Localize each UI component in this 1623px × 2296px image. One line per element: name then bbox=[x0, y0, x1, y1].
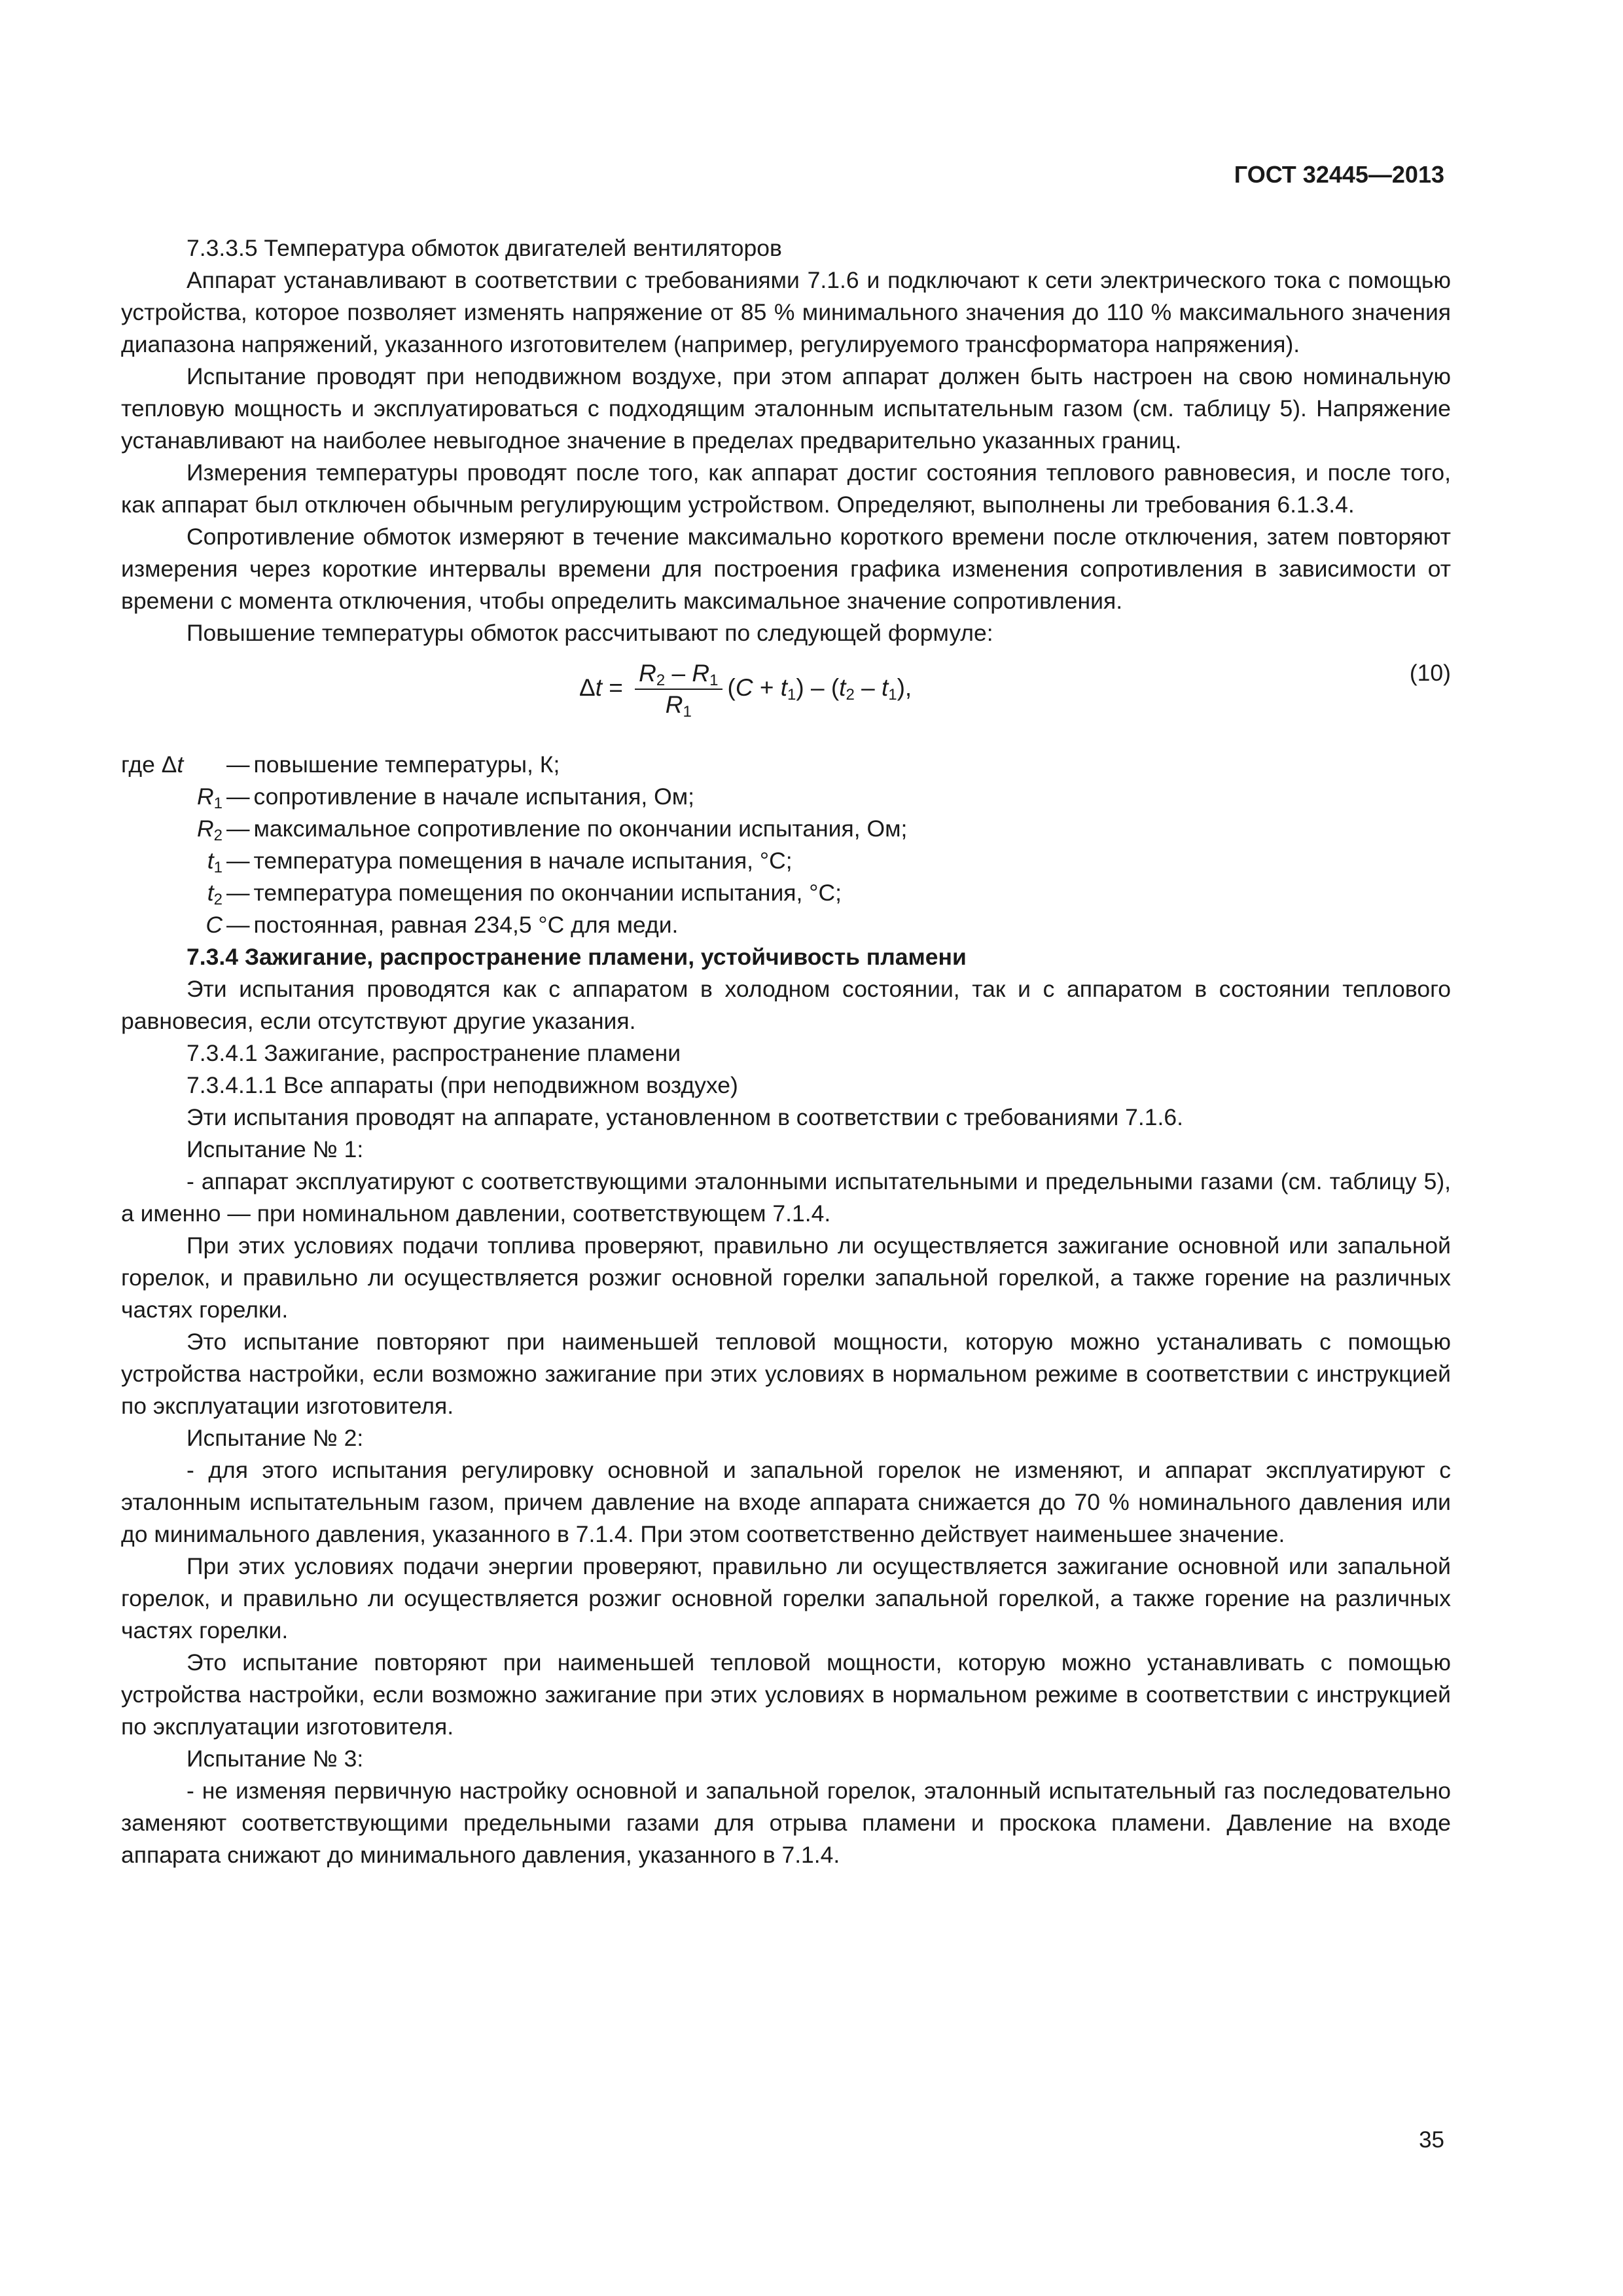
definition-r2: $R_2$ — максимальное сопротивление по окончании испытания, Ом; bbox=[121, 813, 1451, 845]
test-2-label: Испытание № 2: bbox=[187, 1425, 364, 1451]
paragraph: Измерения температуры проводят после того, как аппарат достиг состояния теплового равновесия, и после того, как аппарат был отключен обычным регулирующим устройством. Определяют, выполнены ли требования 6.1.3.4. bbox=[121, 459, 1451, 518]
variable-definitions bbox=[121, 749, 1451, 941]
paragraph: При этих условиях подачи энергии проверяют, правильно ли осуществляется зажигание основной или запальной горелок, и правильно ли осуществляется розжиг основной горелки запальной горелкой, а также горение на различных частях горелки. bbox=[121, 1553, 1451, 1643]
clause-7-3-3-5-title: 7.3.3.5 Температура обмоток двигателей вентиляторов bbox=[187, 235, 782, 261]
formula-expression: Δt = $\frac{R_2 - R_1}{R_1}$ $(C + t_1) - (t_2 - t_1)$, bbox=[579, 660, 912, 721]
fraction: $\frac{R_2 - R_1}{R_1}$ bbox=[635, 658, 722, 720]
where-label: где bbox=[121, 751, 155, 778]
document-code: ГОСТ 32445—2013 bbox=[1234, 161, 1444, 188]
clause-7-3-4-1-1-title: 7.3.4.1.1 Все аппараты (при неподвижном воздухе) bbox=[187, 1072, 738, 1098]
section-heading-7-3-4: 7.3.4 Зажигание, распространение пламени, устойчивость пламени bbox=[187, 944, 967, 970]
definition-text: температура помещения в начале испытания, °С; bbox=[253, 848, 793, 874]
page-number: 35 bbox=[1419, 2127, 1444, 2153]
definition-text: повышение температуры, К; bbox=[253, 751, 560, 778]
paragraph: Повышение температуры обмоток рассчитывают по следующей формуле: bbox=[187, 620, 993, 646]
definition-delta-t: где Δt — повышение температуры, К; bbox=[121, 749, 1451, 781]
test-1-label: Испытание № 1: bbox=[187, 1136, 364, 1162]
paragraph: Эти испытания проводятся как с аппаратом в холодном состоянии, так и с аппаратом в состоянии теплового равновесия, если отсутствуют другие указания. bbox=[121, 976, 1451, 1034]
paragraph: Эти испытания проводят на аппарате, установленном в соответствии с требованиями 7.1.6. bbox=[187, 1104, 1183, 1130]
paragraph: Это испытание повторяют при наименьшей тепловой мощности, которую можно устаналивать с помощью устройства настройки, если возможно зажигание при этих условиях в нормальном режиме в соответствии с инструкцией по эксплуатации изготовителя. bbox=[121, 1329, 1451, 1419]
definition-text: сопротивление в начале испытания, Ом; bbox=[253, 783, 694, 810]
list-item: - аппарат эксплуатируют с соответствующими эталонными испытательными и предельными газами (см. таблицу 5), а именно — при номинальном давлении, соответствующем 7.1.4. bbox=[121, 1168, 1451, 1227]
definition-t1: $t_1$ — температура помещения в начале испытания, °С; bbox=[121, 845, 1451, 877]
formula-10 bbox=[121, 651, 1451, 742]
definition-c: C — постоянная, равная 234,5 °С для меди. bbox=[121, 909, 1451, 941]
list-item: - для этого испытания регулировку основной и запальной горелок не изменяют, и аппарат эксплуатируют с эталонным испытательным газом, причем давление на входе аппарата снижается до 70 % номинального давления или до минимального давления, указанного в 7.1.4. При этом соответственно действует наименьшее значение. bbox=[121, 1457, 1451, 1547]
test-3-label: Испытание № 3: bbox=[187, 1746, 364, 1772]
paragraph: Испытание проводят при неподвижном воздухе, при этом аппарат должен быть настроен на свою номинальную тепловую мощность и эксплуатироваться с подходящим эталонным испытательным газом (см. таблицу 5). Напряжение устанавливают на наиболее невыгодное значение в пределах предварительно указанных границ. bbox=[121, 363, 1451, 454]
clause-7-3-4-1-title: 7.3.4.1 Зажигание, распространение пламени bbox=[187, 1040, 681, 1066]
equation-number: (10) bbox=[1409, 660, 1451, 686]
paragraph: Сопротивление обмоток измеряют в течение максимально короткого времени после отключения, затем повторяют измерения через короткие интервалы времени для построения графика изменения сопротивления в зависимости от времени с момента отключения, чтобы определить максимальное значение сопротивления. bbox=[121, 524, 1451, 614]
page-body bbox=[121, 232, 1451, 1871]
paragraph: Аппарат устанавливают в соответствии с требованиями 7.1.6 и подключают к сети электрического тока с помощью устройства, которое позволяет изменять напряжение от 85 % минимального значения до 110 % максимального значения диапазона напряжений, указанного изготовителем (например, регулируемого трансформатора напряжения). bbox=[121, 267, 1451, 357]
definition-text: максимальное сопротивление по окончании испытания, Ом; bbox=[253, 816, 908, 842]
definition-t2: $t_2$ — температура помещения по окончании испытания, °С; bbox=[121, 877, 1451, 909]
definition-r1: $R_1$ — сопротивление в начале испытания, Ом; bbox=[121, 781, 1451, 813]
list-item: - не изменяя первичную настройку основной и запальной горелок, эталонный испытательный газ последовательно заменяют соответствующими предельными газами для отрыва пламени и проскока пламени. Давление на входе аппарата снижают до минимального давления, указанного в 7.1.4. bbox=[121, 1778, 1451, 1868]
definition-text: постоянная, равная 234,5 °С для меди. bbox=[253, 912, 679, 938]
paragraph: Это испытание повторяют при наименьшей тепловой мощности, которую можно устанавливать с помощью устройства настройки, если возможно зажигание при этих условиях в нормальном режиме в соответствии с инструкцией по эксплуатации изготовителя. bbox=[121, 1649, 1451, 1740]
definition-text: температура помещения по окончании испытания, °С; bbox=[253, 880, 842, 906]
paragraph: При этих условиях подачи топлива проверяют, правильно ли осуществляется зажигание основной или запальной горелок, и правильно ли осуществляется розжиг основной горелки запальной горелкой, а также горение на различных частях горелки. bbox=[121, 1232, 1451, 1323]
